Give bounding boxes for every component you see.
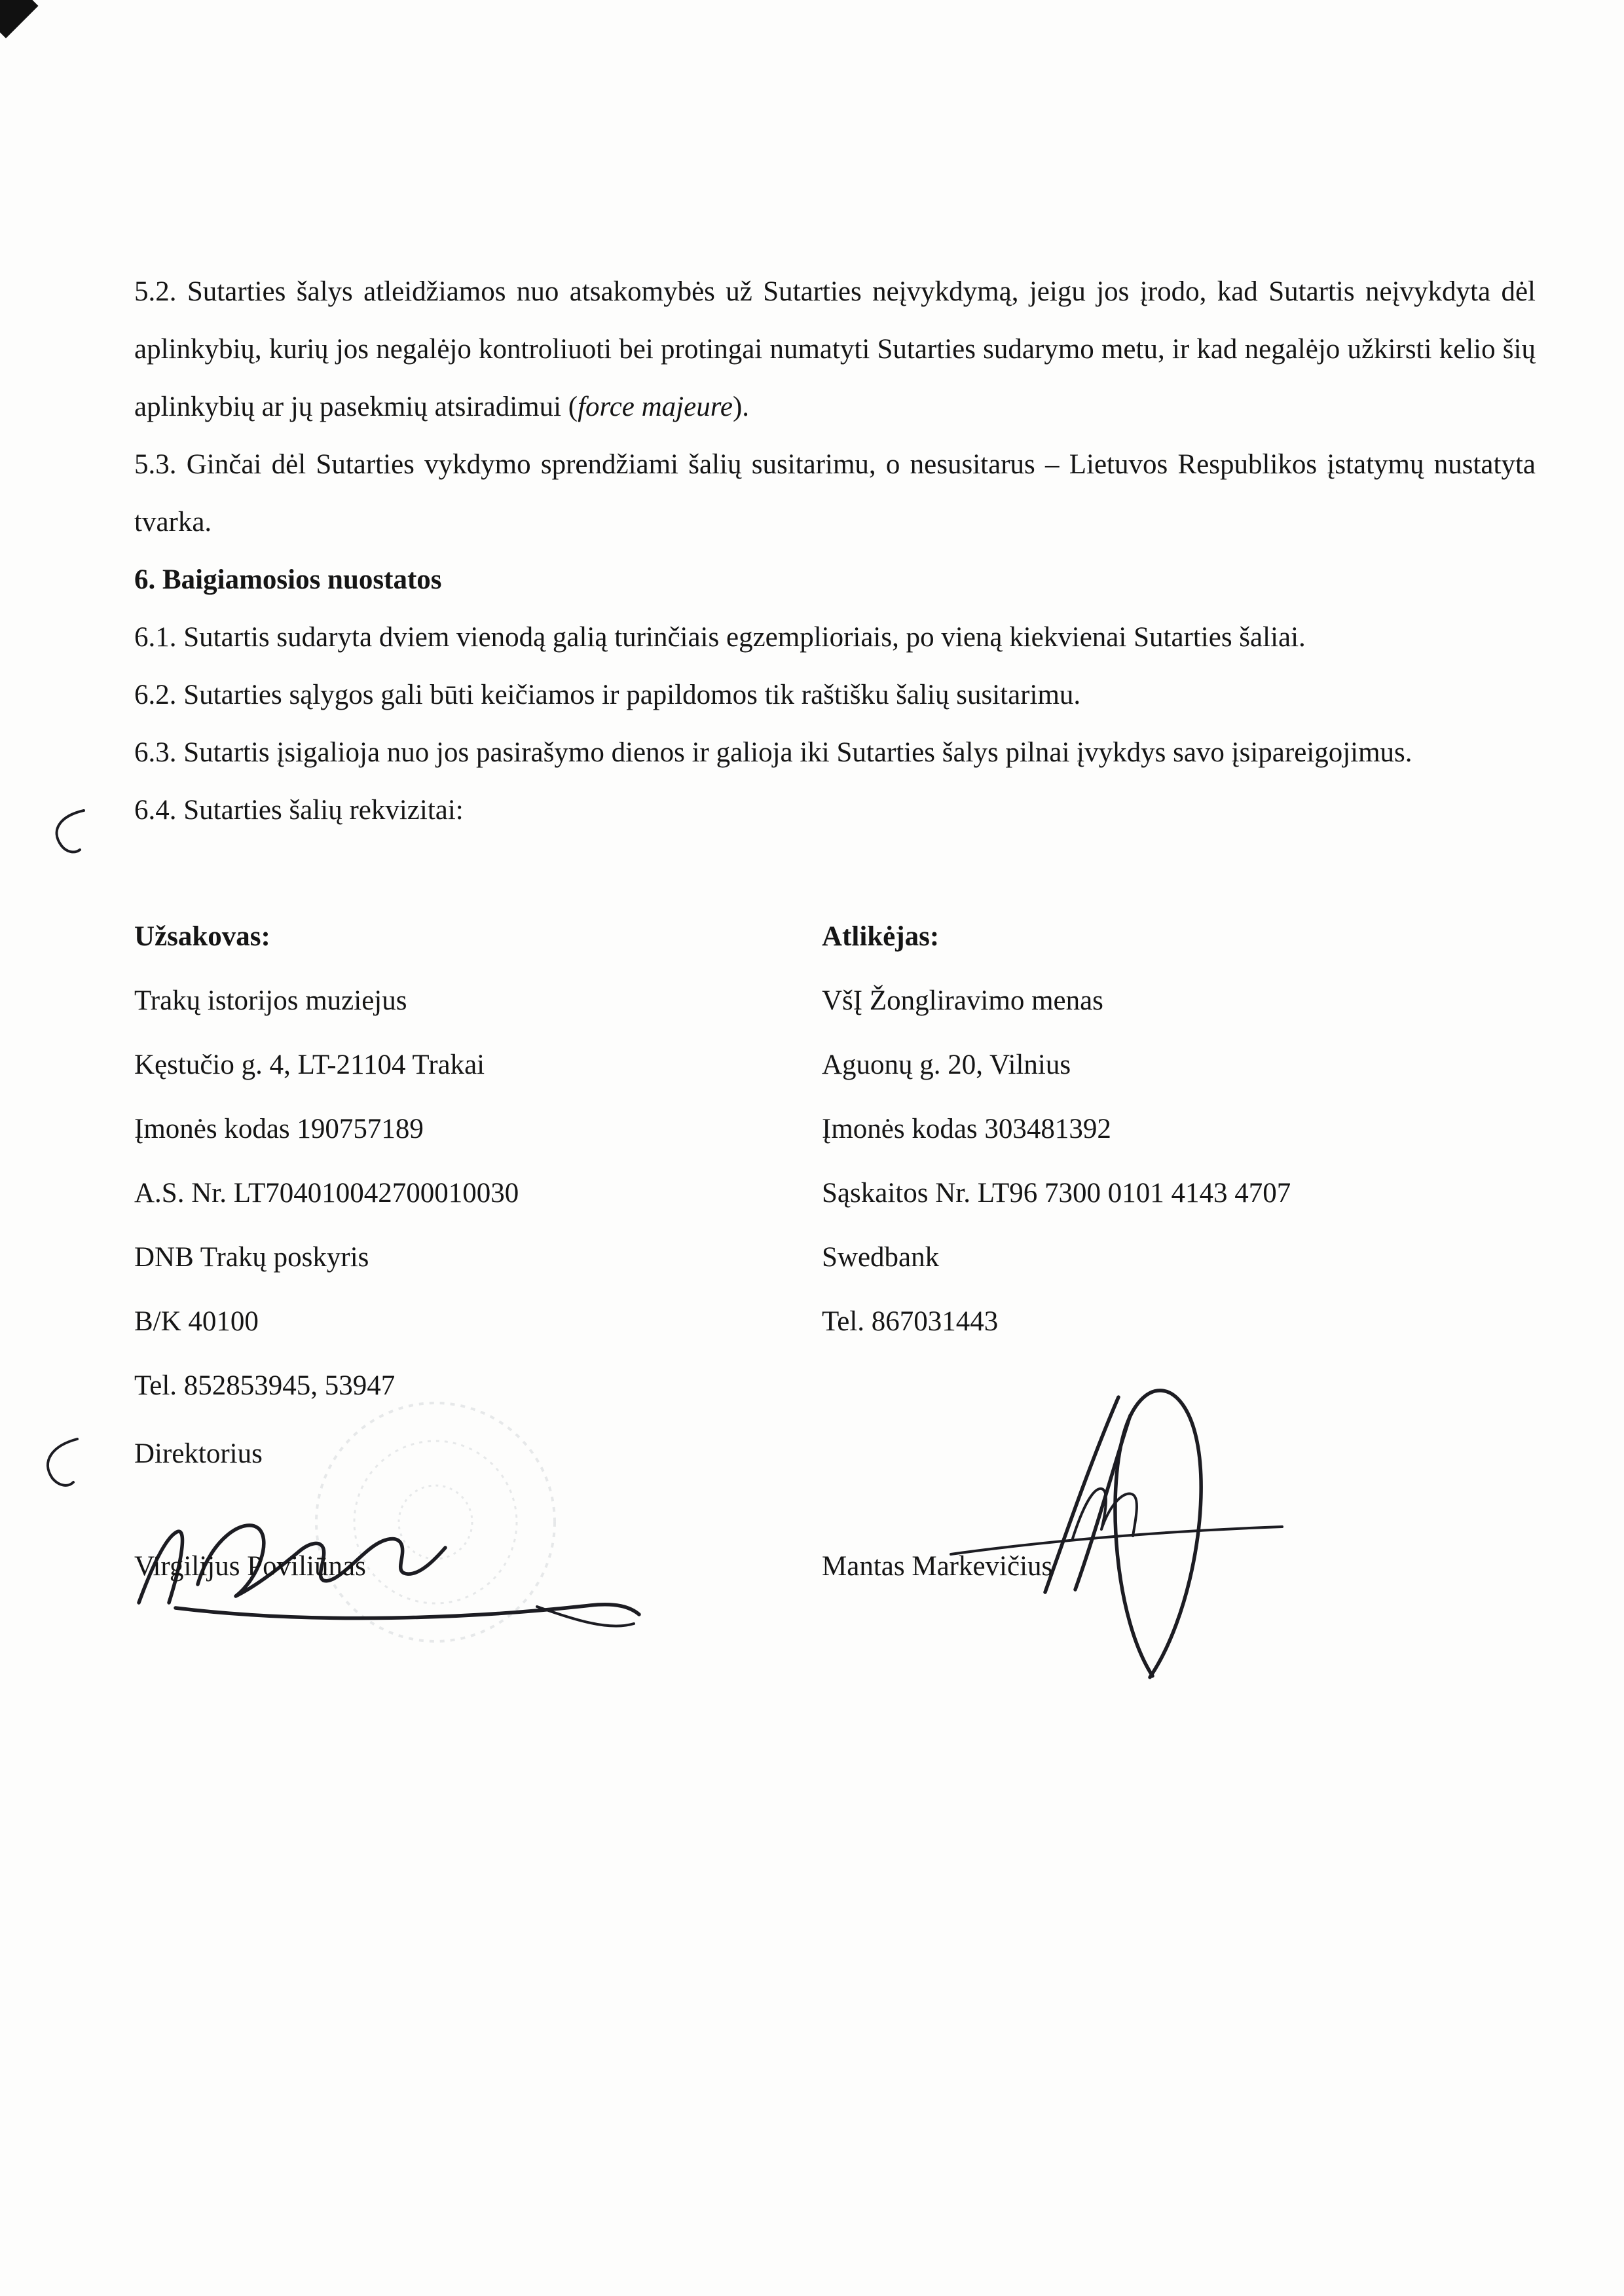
customer-title: Užsakovas:	[134, 921, 270, 952]
customer-line: A.S. Nr. LT704010042700010030	[134, 1178, 519, 1209]
contractor-line: Sąskaitos Nr. LT96 7300 0101 4143 4707	[822, 1178, 1291, 1209]
clause-6-4: 6.4. Sutarties šalių rekvizitai:	[134, 795, 464, 826]
force-majeure-term: force majeure	[578, 392, 733, 422]
customer-line: Įmonės kodas 190757189	[134, 1114, 424, 1144]
customer-line: Trakų istorijos muziejus	[134, 985, 407, 1016]
contractor-title: Atlikėjas:	[822, 921, 940, 952]
customer-line: Tel. 852853945, 53947	[134, 1370, 396, 1401]
clause-5-3: 5.3. Ginčai dėl Sutarties vykdymo sprendžiami šalių susitarimu, o nesusitarus – Lietuvos Respublikos įstatymų nustatyta tvarka.	[134, 449, 1536, 538]
clause-6-3: 6.3. Sutartis įsigalioja nuo jos pasirašymo dienos ir galioja iki Sutarties šalys pilnai įvykdys savo įsipareigojimus.	[134, 737, 1412, 768]
customer-line: Kęstučio g. 4, LT-21104 Trakai	[134, 1049, 485, 1080]
customer-line: B/K 40100	[134, 1306, 259, 1337]
contractor-line: Tel. 867031443	[822, 1306, 999, 1337]
customer-role-label: Direktorius	[134, 1438, 263, 1469]
clause-5-2-text: 5.2. Sutarties šalys atleidžiamos nuo atsakomybės už Sutarties neįvykdymą, jeigu jos įrodo, kad Sutartis neįvykdyta dėl aplinkybių, kurių jos negalėjo kontroliuoti bei protingai numatyti Sutarties sudarymo metu, ir kad negalėjo užkirsti kelio šių aplinkybių ar jų pasekmių atsiradimui (	[134, 276, 1536, 422]
clause-6-2: 6.2. Sutarties sąlygos gali būti keičiamos ir papildomos tik raštišku šalių susitarimu.	[134, 680, 1081, 710]
contractor-line: Įmonės kodas 303481392	[822, 1114, 1111, 1144]
contractor-line: VšĮ Žongliravimo menas	[822, 985, 1103, 1016]
clause-6-1: 6.1. Sutartis sudaryta dviem vienodą galią turinčiais egzemplioriais, po vieną kiekvienai Sutarties šaliai.	[134, 622, 1306, 653]
customer-line: DNB Trakų poskyris	[134, 1242, 369, 1273]
clause-5-2-end: ).	[732, 392, 750, 422]
contractor-name-label: Mantas Markevičius	[822, 1551, 1053, 1582]
contractor-line: Aguonų g. 20, Vilnius	[822, 1049, 1071, 1080]
customer-name-label: Virgilijus Poviliūnas	[134, 1551, 366, 1582]
contractor-line: Swedbank	[822, 1242, 940, 1273]
section-6-heading: 6. Baigiamosios nuostatos	[134, 564, 442, 595]
